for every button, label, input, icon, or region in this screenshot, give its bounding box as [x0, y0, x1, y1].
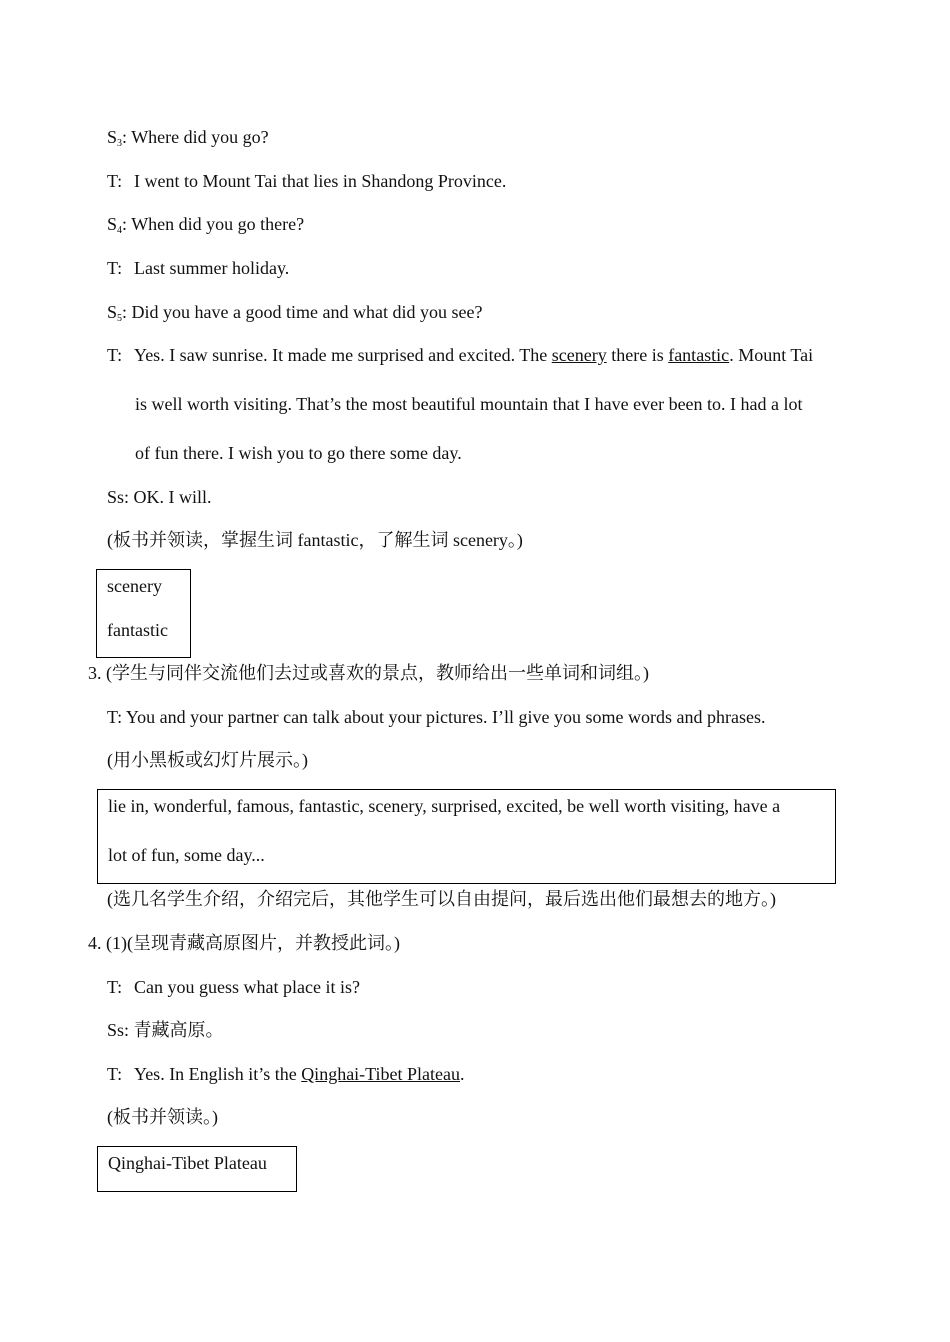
- line-text: there is: [606, 345, 669, 365]
- vocab-word: fantastic: [107, 620, 168, 640]
- speaker-letter: S: [107, 127, 118, 147]
- line-t2: [107, 256, 289, 280]
- speaker-subscript: 3: [117, 138, 123, 149]
- teaching-note-2: (选几名学生介绍，介绍完后，其他学生可以自由提问，最后选出他们最想去的地方。): [107, 889, 776, 909]
- speaker-label: T:: [107, 977, 123, 997]
- speaker-label: T:: [107, 345, 123, 365]
- line-s3: [107, 125, 269, 156]
- line-text: Can you guess what place it is?: [134, 977, 360, 997]
- line-text: : Did you have a good time and what did you see?: [122, 302, 483, 322]
- step-4-line-t2: [107, 1062, 465, 1086]
- teaching-note-1: (板书并领读，掌握生词 fantastic，了解生词 scenery。): [107, 530, 523, 550]
- line-text: . Mount Tai: [729, 345, 814, 365]
- speaker-label: T:: [107, 1064, 123, 1084]
- speaker-subscript: 5: [117, 313, 123, 324]
- line-s5: [107, 300, 482, 331]
- line-text: Yes. In English it’s the: [134, 1064, 302, 1084]
- line-text: : When did you go there?: [122, 214, 305, 234]
- underlined-word-scenery: scenery: [551, 345, 607, 365]
- line-text: Last summer holiday.: [134, 258, 290, 278]
- phrases-line: lie in, wonderful, famous, fantastic, scenery, surprised, excited, be well worth visiting, have a: [108, 796, 781, 816]
- speaker-label: T:: [107, 258, 123, 278]
- speaker-subscript: 4: [117, 225, 123, 236]
- step-4-line-t1: [107, 975, 360, 999]
- line-text: : Where did you go?: [122, 127, 269, 147]
- underlined-word-fantastic: fantastic: [668, 345, 730, 365]
- vocab-word: scenery: [107, 576, 162, 596]
- speaker-letter: S: [107, 214, 118, 234]
- step-3-teacher-line: T: You and your partner can talk about your pictures. I’ll give you some words and phrases.: [107, 707, 766, 727]
- phrases-line: lot of fun, some day...: [108, 845, 265, 865]
- vocab-word: Qinghai-Tibet Plateau: [108, 1153, 267, 1173]
- step-4-note: (板书并领读。): [107, 1107, 218, 1127]
- step-3-title: 3. (学生与同伴交流他们去过或喜欢的景点，教师给出一些单词和词组。): [88, 663, 649, 683]
- step-4-line-ss: Ss: 青藏高原。: [107, 1020, 224, 1040]
- vocab-box-plateau: [97, 1146, 297, 1192]
- line-t3-continued-2: of fun there. I wish you to go there some day.: [135, 443, 462, 463]
- speaker-label: T:: [107, 171, 123, 191]
- line-text: Yes. I saw sunrise. It made me surprised and excited. The: [134, 345, 552, 365]
- speaker-letter: S: [107, 302, 118, 322]
- step-3-note: (用小黑板或幻灯片展示。): [107, 750, 308, 770]
- line-t3: [107, 343, 813, 367]
- underlined-term-plateau: Qinghai-Tibet Plateau: [301, 1064, 461, 1084]
- step-4-title: 4. (1)(呈现青藏高原图片，并教授此词。): [88, 933, 400, 953]
- line-text: .: [460, 1064, 465, 1084]
- line-t1: [107, 169, 506, 193]
- line-text: I went to Mount Tai that lies in Shandong Province.: [134, 171, 507, 191]
- phrases-box: [97, 789, 836, 884]
- line-s4: [107, 212, 304, 243]
- vocab-box-1: [96, 569, 191, 658]
- line-ss1: Ss: OK. I will.: [107, 487, 212, 507]
- line-t3-continued-1: is well worth visiting. That’s the most beautiful mountain that I have ever been to. I had a lot: [135, 394, 803, 414]
